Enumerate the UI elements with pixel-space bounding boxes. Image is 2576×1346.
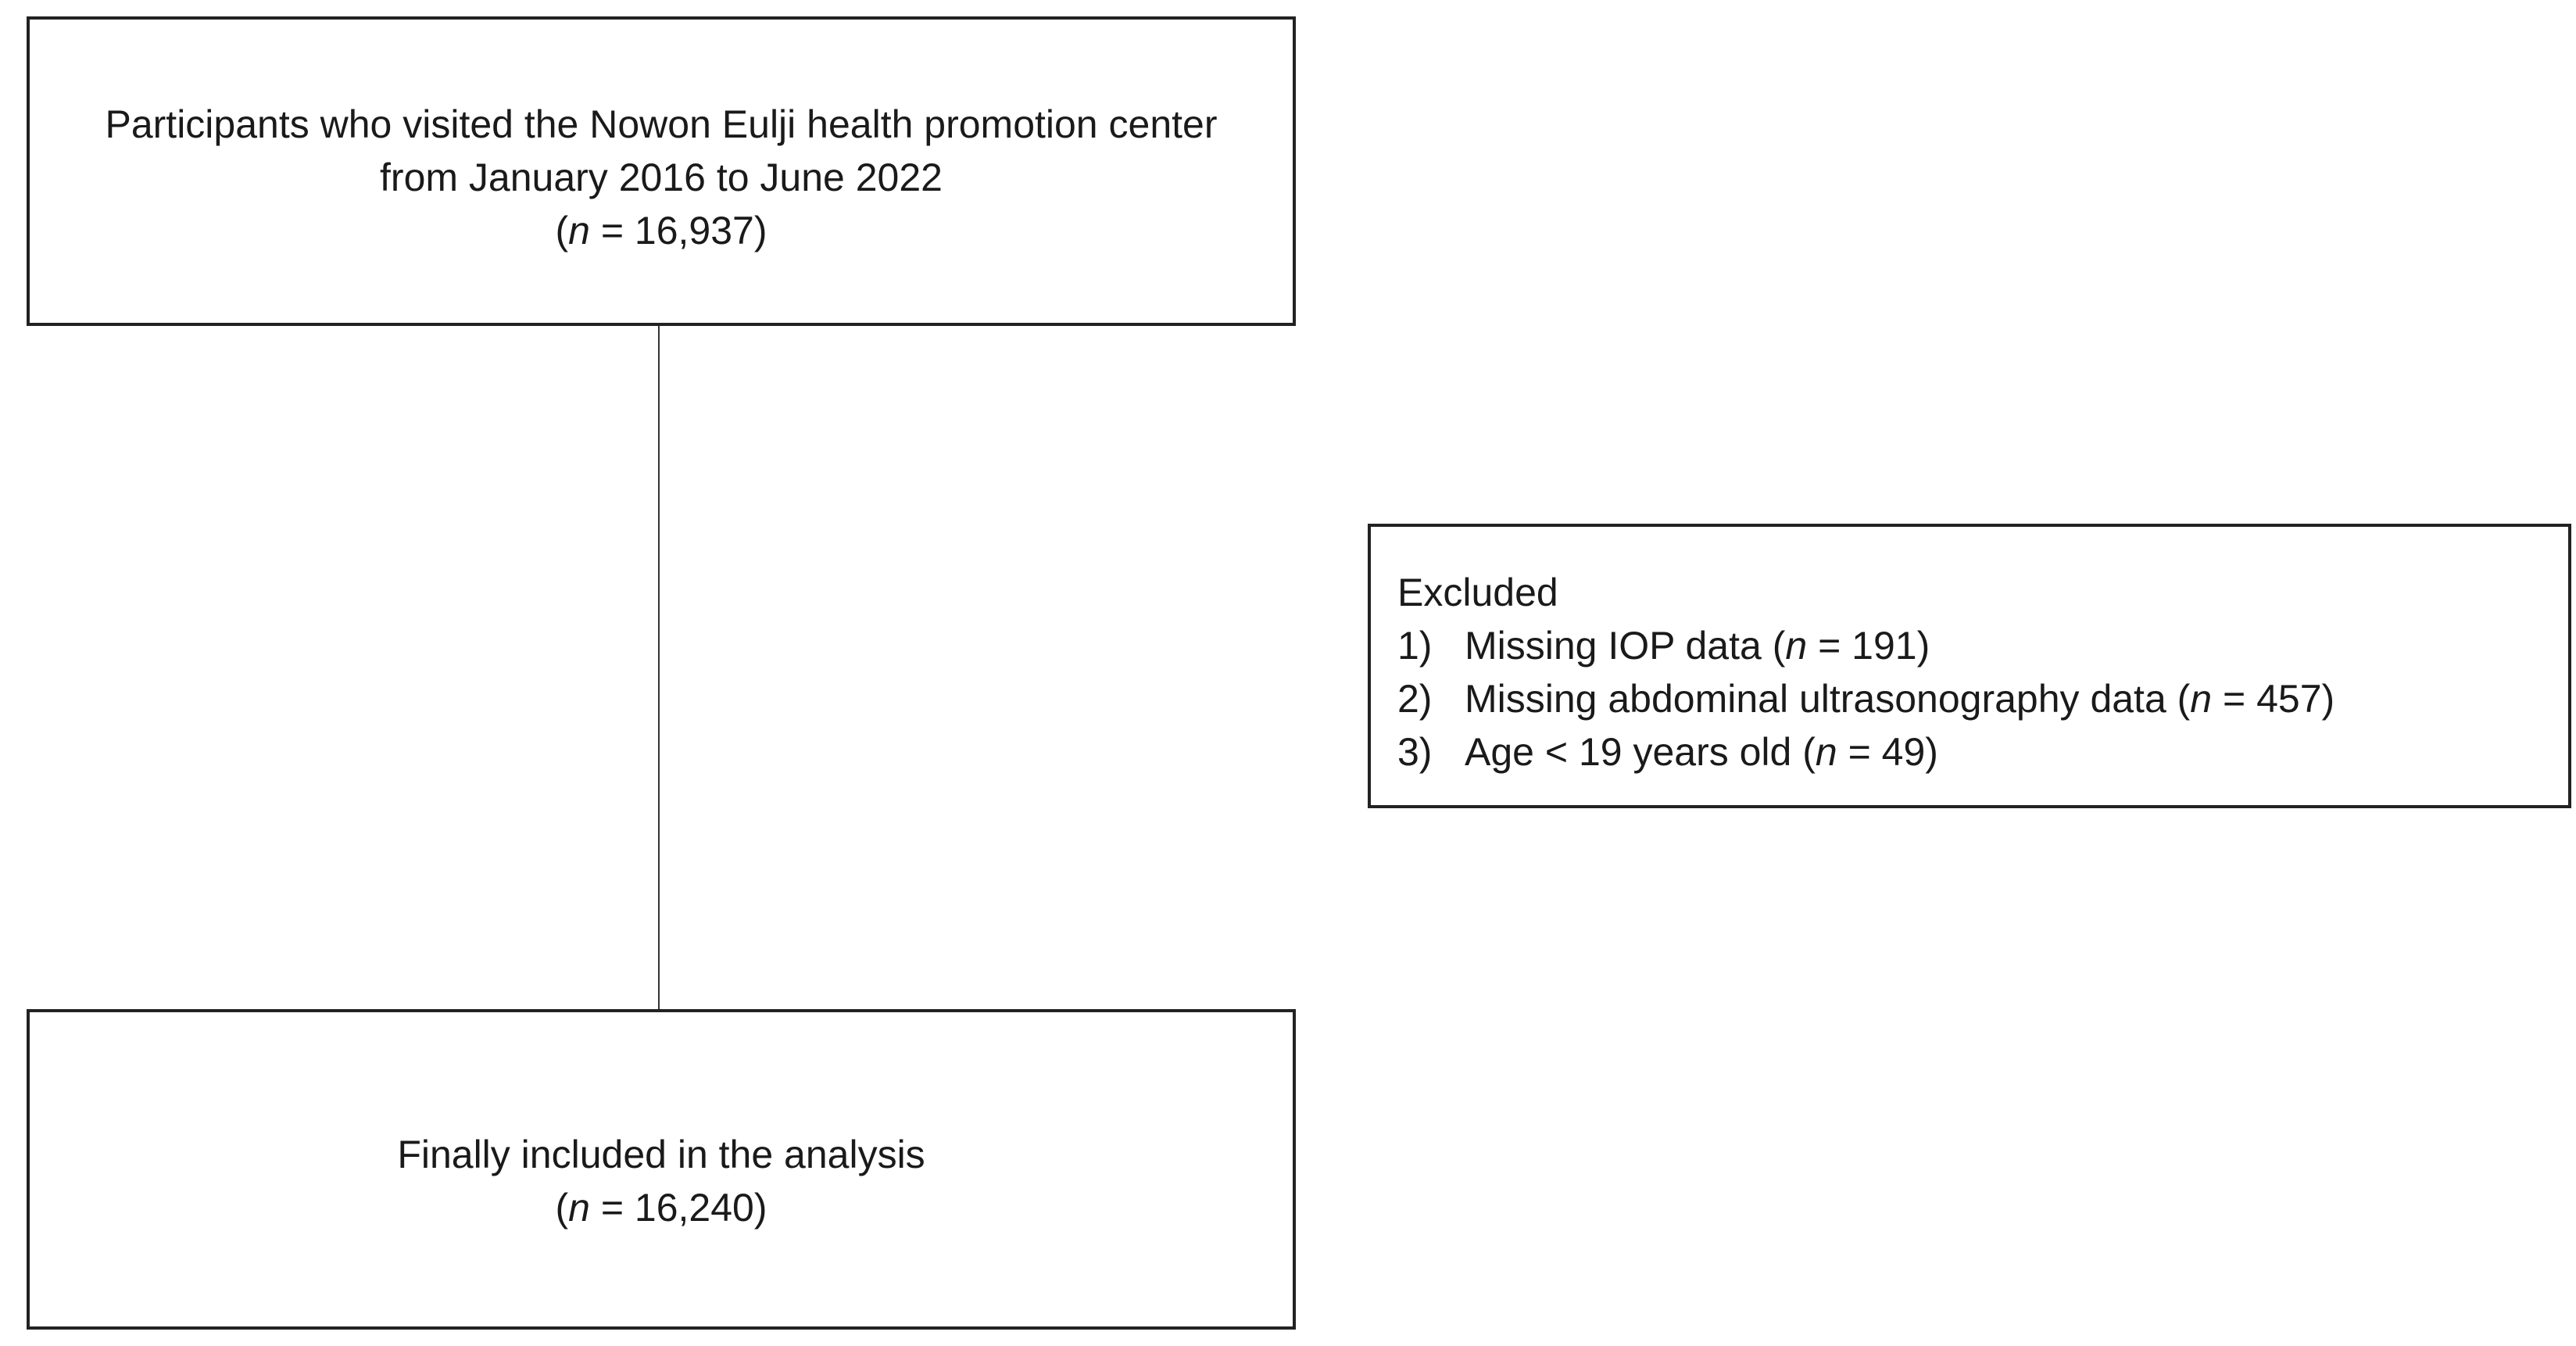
excluded-item-text: Missing abdominal ultrasonography data (n = 457) (1465, 677, 2335, 721)
n-symbol: n (568, 209, 590, 252)
included-box (27, 1009, 1296, 1330)
participants-text (30, 98, 1293, 257)
excluded-title-text: Excluded (1397, 571, 1558, 614)
included-count-value: = 16,240 (589, 1186, 754, 1230)
excluded-box (1368, 524, 2571, 808)
excluded-item (1397, 672, 2334, 725)
n-symbol: n (1785, 624, 1808, 668)
excluded-item (1397, 619, 2334, 672)
excluded-item-number: 3) (1397, 730, 1433, 774)
participants-count-value: = 16,937 (589, 209, 754, 252)
excluded-item (1397, 725, 2334, 779)
included-text (30, 1128, 1293, 1234)
excluded-item-number: 1) (1397, 624, 1433, 668)
participants-count: (n = 16,937) (555, 209, 767, 252)
participants-box (27, 16, 1296, 326)
n-symbol: n (2190, 677, 2213, 721)
excluded-title (1397, 566, 2334, 619)
excluded-item-text: Missing IOP data (n = 191) (1465, 624, 1930, 668)
included-count: (n = 16,240) (555, 1186, 767, 1230)
n-symbol: n (1815, 730, 1837, 774)
participants-line-1: Participants who visited the Nowon Eulji health promotion center (105, 102, 1218, 146)
participants-line-2: from January 2016 to June 2022 (380, 156, 943, 199)
n-symbol: n (568, 1186, 590, 1230)
connector-line (658, 326, 660, 1009)
included-line-1: Finally included in the analysis (397, 1133, 925, 1176)
excluded-item-text: Age < 19 years old (n = 49) (1465, 730, 1938, 774)
excluded-content (1397, 566, 2334, 779)
excluded-item-number: 2) (1397, 677, 1433, 721)
